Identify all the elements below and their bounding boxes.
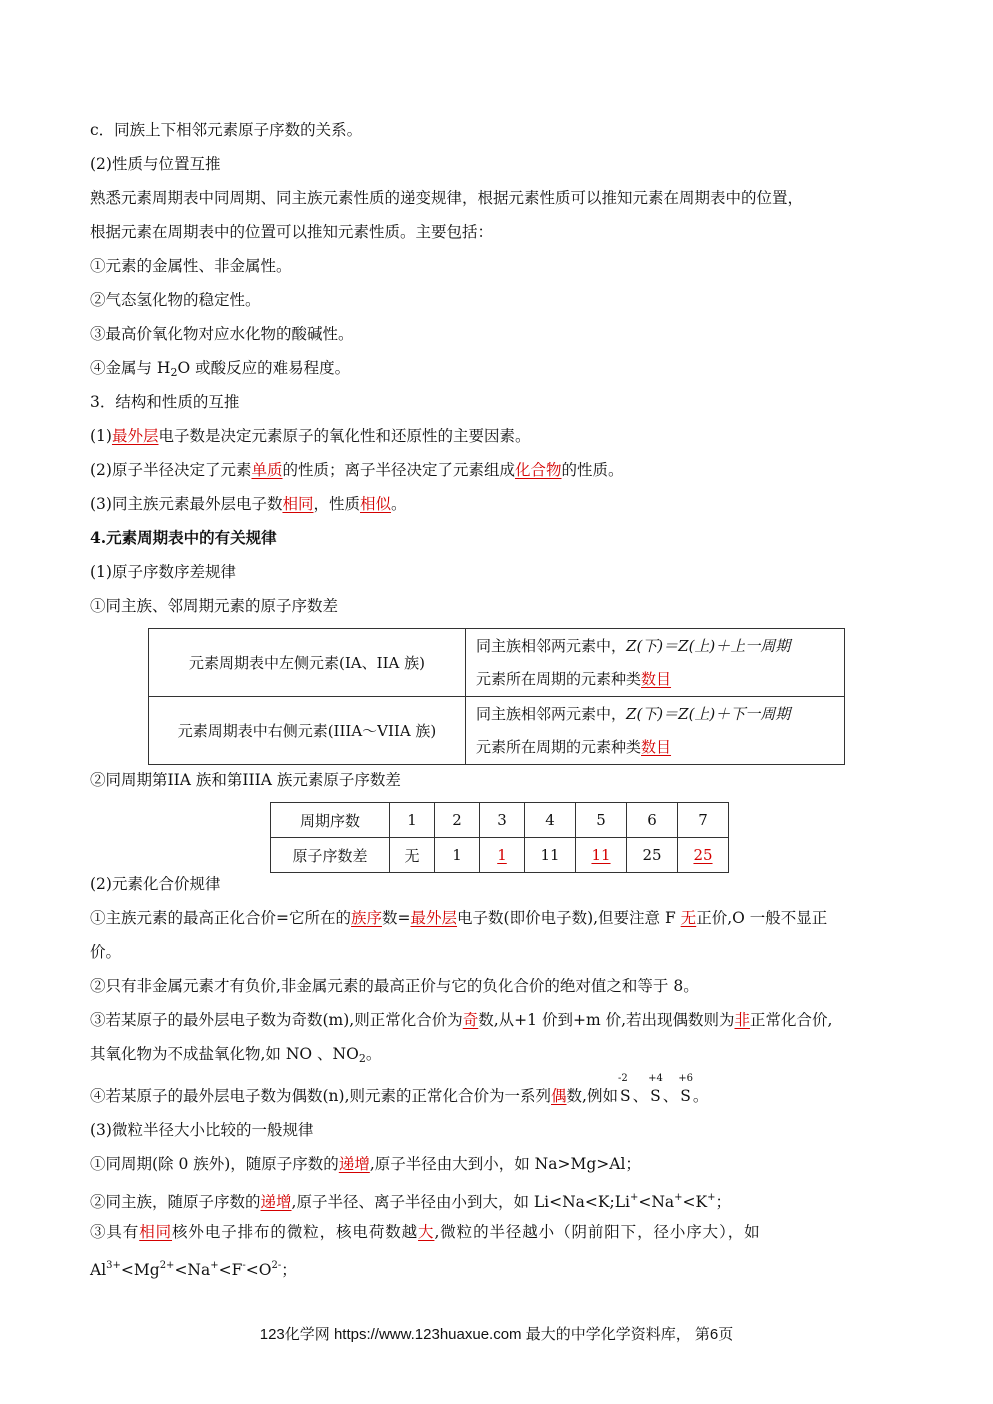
oxidation-state-s: +4 S	[648, 1073, 663, 1105]
table-cell: 元素周期表中左侧元素(IA、IIA 族)	[149, 629, 466, 697]
table-cell	[678, 838, 729, 873]
table-cell	[480, 838, 525, 873]
table-cell: 4	[525, 803, 576, 838]
table-row	[271, 838, 729, 873]
answer-text: 数目	[641, 669, 672, 688]
text-line: $Al^{3+}<Mg^{2+}<Na^+<F^-<O^{2-}$；	[90, 1260, 297, 1279]
answer-text: 25	[693, 846, 713, 864]
subsection-heading: (1)原子序数序差规律	[90, 563, 236, 581]
subsection-heading: (2)性质与位置互推	[90, 155, 221, 173]
atomic-number-difference-table	[148, 628, 845, 765]
text-line: 熟悉元素周期表中同周期、同主族元素性质的递变规律，根据元素性质可以推知元素在周期表中的位置，	[90, 189, 804, 207]
text-line: ①同主族、邻周期元素的原子序数差	[90, 597, 339, 615]
table-row	[271, 803, 729, 838]
list-item: ①元素的金属性、非金属性。	[90, 257, 292, 275]
answer-text: 无	[680, 909, 697, 927]
list-item: ④若某原子的最外层电子数为偶数(n),则元素的正常化合价为一系列偶数,例如 -2 S 、 +4 S 、 +6 S 。	[90, 1073, 709, 1105]
text-line: 价。	[90, 943, 122, 961]
text-line: 其氧化物为不成盐氧化物,如 NO 、$NO_2$。	[90, 1045, 382, 1065]
answer-text: 相同	[139, 1223, 173, 1241]
list-item: ④金属与 $H_2O$ 或酸反应的难易程度。	[90, 359, 351, 379]
table-cell: 3	[480, 803, 525, 838]
table-cell: 11	[525, 838, 576, 873]
table-cell: 同主族相邻两元素中，Z(下)＝Z(上)＋下一周期 元素所在周期的元素种类数目	[466, 697, 845, 765]
list-item: ②同主族，随原子序数的递增,原子半径、离子半径由小到大，如 Li<Na<K;Li+<Na+<K+；	[90, 1192, 732, 1211]
list-item: ③若某原子的最外层电子数为奇数(m),则正常化合价为奇数,从+1 价到+m 价,若出现偶数则为非正常化合价,	[90, 1011, 833, 1029]
text-line: 根据元素在周期表中的位置可以推知元素性质。主要包括：	[90, 223, 494, 241]
answer-text: 11	[591, 846, 611, 864]
answer-text: 相同	[282, 495, 314, 513]
table-row	[149, 697, 845, 765]
list-item: ②只有非金属元素才有负价,非金属元素的最高正价与它的负化合价的绝对值之和等于 8。	[90, 977, 699, 995]
answer-text: 非	[734, 1011, 751, 1029]
table-cell	[576, 838, 627, 873]
text-line: (2)原子半径决定了元素单质的性质；离子半径决定了元素组成化合物的性质。	[90, 461, 624, 479]
table-cell: 元素周期表中右侧元素(IIIA～VIIA 族)	[149, 697, 466, 765]
subsection-heading: (2)元素化合价规律	[90, 875, 221, 893]
text-line: (1)最外层电子数是决定元素原子的氧化性和还原性的主要因素。	[90, 427, 531, 445]
answer-text: 化合物	[515, 461, 562, 479]
answer-text: 数目	[641, 737, 672, 756]
answer-text: 1	[497, 846, 507, 864]
answer-text: 最外层	[410, 909, 458, 927]
table-cell: 7	[678, 803, 729, 838]
table-cell: 无	[390, 838, 435, 873]
subsection-heading: (3)微粒半径大小比较的一般规律	[90, 1121, 314, 1139]
table-header-cell: 周期序数	[271, 803, 390, 838]
answer-text: 递增	[260, 1193, 292, 1211]
oxidation-state-s: -2 S	[617, 1073, 631, 1105]
oxidation-state-s: +6 S	[678, 1073, 693, 1105]
table-header-cell: 原子序数差	[271, 838, 390, 873]
list-item: ①主族元素的最高正化合价=它所在的族序数=最外层电子数(即价电子数),但要注意 F 无正价,O 一般不显正	[90, 909, 828, 927]
text-line: (3)同主族元素最外层电子数相同，性质相似。	[90, 495, 407, 513]
list-item: ③具有相同核外电子排布的微粒，核电荷数越大,微粒的半径越小（阴前阳下，径小序大），如	[90, 1223, 761, 1241]
page-footer: 123化学网 https://www.123huaxue.com 最大的中学化学资料库， 第6页	[259, 1326, 734, 1343]
answer-text: 偶	[551, 1087, 567, 1105]
table-row	[149, 629, 845, 697]
list-item: ②气态氢化物的稳定性。	[90, 291, 261, 309]
table-cell: 25	[627, 838, 678, 873]
section-heading: 4.元素周期表中的有关规律	[90, 528, 277, 547]
text-line: ②同周期第IIA 族和第IIIA 族元素原子序数差	[90, 771, 401, 789]
list-item: ③最高价氧化物对应水化物的酸碱性。	[90, 325, 354, 343]
answer-text: 最外层	[111, 427, 159, 445]
list-item: ①同周期(除 0 族外)，随原子序数的递增,原子半径由大到小，如 Na>Mg>Al；	[90, 1155, 641, 1173]
answer-text: 相似	[360, 495, 392, 513]
answer-text: 递增	[338, 1155, 370, 1173]
table-cell: 1	[390, 803, 435, 838]
table-cell: 2	[435, 803, 480, 838]
table-cell: 1	[435, 838, 480, 873]
section-heading: 3．结构和性质的互推	[90, 393, 240, 411]
table-cell: 5	[576, 803, 627, 838]
answer-text: 大	[418, 1223, 435, 1241]
table-cell: 同主族相邻两元素中，Z(下)＝Z(上)＋上一周期 元素所在周期的元素种类数目	[466, 629, 845, 697]
table-cell: 6	[627, 803, 678, 838]
period-difference-table	[270, 802, 729, 873]
answer-text: 奇	[462, 1011, 479, 1029]
answer-text: 单质	[251, 461, 283, 479]
text-line: c．同族上下相邻元素原子序数的关系。	[90, 121, 363, 139]
answer-text: 族序	[351, 909, 383, 927]
